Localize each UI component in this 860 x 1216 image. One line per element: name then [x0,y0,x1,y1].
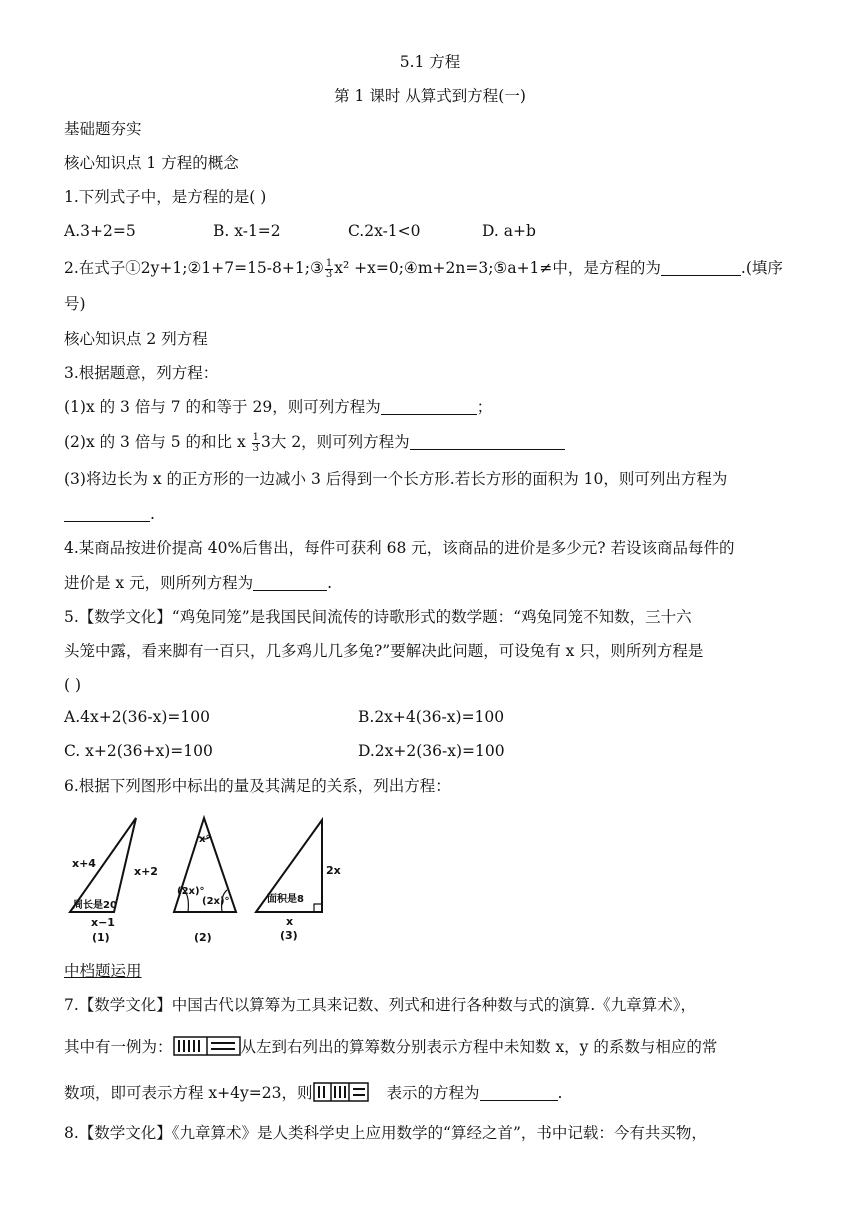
q5-option-c: C. x+2(36+x)=100 [64,742,213,760]
q3-part2-text-b: 3大 2，则可列方程为 [261,433,410,451]
q6-figures [64,812,354,947]
fig2-label-left: (2x)° [177,886,205,897]
q3-frac-den: 3 [252,442,260,454]
q3-part1-blank[interactable] [381,398,477,415]
q5-line1: 5.【数学文化】“鸡兔同笼”是我国民间流传的诗歌形式的数学题：“鸡兔同笼不知数，三十六 [64,608,692,626]
fig1-label-right: x+2 [134,865,158,878]
counting-rods-icon-1 [173,1036,241,1056]
fig1-label-inner: 周长是20 [73,900,117,911]
q3-part3-blank[interactable] [64,505,150,522]
q2-answer-blank[interactable] [661,259,741,276]
fig3-label-inner: 面积是8 [267,894,304,905]
counting-rods-icon-2 [313,1082,369,1102]
lesson-title: 5.1 方程 [399,53,461,71]
q5-options-row2 [64,741,824,761]
q3-part3-answer [64,504,155,524]
q3-part3: (3)将边长为 x 的正方形的一边减小 3 后得到一个长方形.若长方形的面积为 10，则可列出方程为 [64,470,728,488]
q7-line1: 7.【数学文化】中国古代以算筹为工具来记数、列式和进行各种数与式的演算.《九章算术》， [64,996,696,1014]
q3-stem: 3.根据题意，列方程： [64,364,219,382]
q7-line2 [64,1036,717,1057]
q7-answer-blank[interactable] [480,1084,558,1101]
q1-option-b: B. x-1=2 [213,222,281,240]
q7-line3-text-b: 表示的方程为 [386,1084,480,1102]
fig3-caption: (3) [280,929,298,942]
q2-fraction [325,259,333,280]
q4-line1: 4.某商品按进价提高 40%后售出，每件可获利 68 元，该商品的进价是多少元? 若设该商品每件的 [64,539,735,557]
q3-part2-text-a: (2)x 的 3 倍与 5 的和比 x [64,433,251,451]
fig1-label-left: x+4 [72,857,96,870]
q3-part1-text: (1)x 的 3 倍与 7 的和等于 29，则可列方程为 [64,398,381,416]
q1-options [64,221,824,241]
q1-stem: 1.下列式子中，是方程的是( ) [64,188,267,206]
q2-line2: 号) [64,295,86,313]
q3-frac-num: 1 [252,431,260,443]
fig2-label-right: (2x)° [202,896,230,907]
q4-line2-text: 进价是 x 元，则所列方程为 [64,574,254,592]
q1-option-d: D. a+b [482,222,536,240]
q4-answer-blank[interactable] [253,574,327,591]
q4-line2 [64,573,332,593]
fig2-label-top: x° [199,834,211,845]
fig3-label-right: 2x [326,864,341,877]
section-intermediate-heading: 中档题运用 [64,962,142,980]
q3-part1 [64,397,492,417]
q8-line1: 8.【数学文化】《九章算术》是人类科学史上应用数学的“算经之首”，书中记载：今有共买物， [64,1124,707,1142]
q2-frac-num: 1 [325,257,333,269]
knowledge-point-1: 核心知识点 1 方程的概念 [64,154,239,172]
fig2-caption: (2) [194,931,212,944]
q5-option-d: D.2x+2(36-x)=100 [358,742,505,760]
q5-line2: 头笼中露，看来脚有一百只，几多鸡儿几多兔?”要解决此问题，可设兔有 x 只，则所列方程是 [64,642,704,660]
q2-text-c: .(填序 [740,259,783,277]
q7-line2-text-b: 从左到右列出的算筹数分别表示方程中未知数 x，y 的系数与相应的常 [240,1038,718,1056]
q7-line3-end: . [557,1084,563,1102]
q3-part2 [64,432,565,454]
q7-line3 [64,1082,562,1103]
q4-line2-end: . [327,574,333,592]
q2-text-b: x² +x=0;④m+2n=3;⑤a+1≠中，是方程的为 [334,259,661,277]
q5-line3: ( ) [64,676,82,694]
q7-line3-text-a: 数项，即可表示方程 x+4y=23，则 [64,1084,313,1102]
q3-part3-end: . [150,505,155,523]
q3-part2-fraction [252,433,260,454]
q1-option-a: A.3+2=5 [64,222,136,240]
q1-option-c: C.2x-1<0 [348,222,421,240]
figure3-right-angle [314,904,322,912]
q2-frac-den: 3 [325,268,333,280]
q2-text-a: 2.在式子①2y+1;②1+7=15-8+1;③ [64,259,324,277]
fig1-caption: (1) [92,931,110,944]
q5-options-row1 [64,707,824,727]
q7-line2-text-a: 其中有一例为： [64,1038,173,1056]
q2-line1 [64,258,783,280]
fig1-label-bottom: x−1 [91,916,115,929]
knowledge-point-2: 核心知识点 2 列方程 [64,330,208,348]
q3-part1-end: ； [476,398,493,416]
q5-option-b: B.2x+4(36-x)=100 [358,708,505,726]
q5-option-a: A.4x+2(36-x)=100 [64,708,210,726]
q6-stem: 6.根据下列图形中标出的量及其满足的关系，列出方程： [64,777,451,795]
section-basic-heading: 基础题夯实 [64,120,142,138]
fig3-label-bottom: x [286,915,294,928]
lesson-subtitle: 第 1 课时 从算式到方程(一) [334,87,526,105]
q3-part2-blank[interactable] [410,433,565,450]
